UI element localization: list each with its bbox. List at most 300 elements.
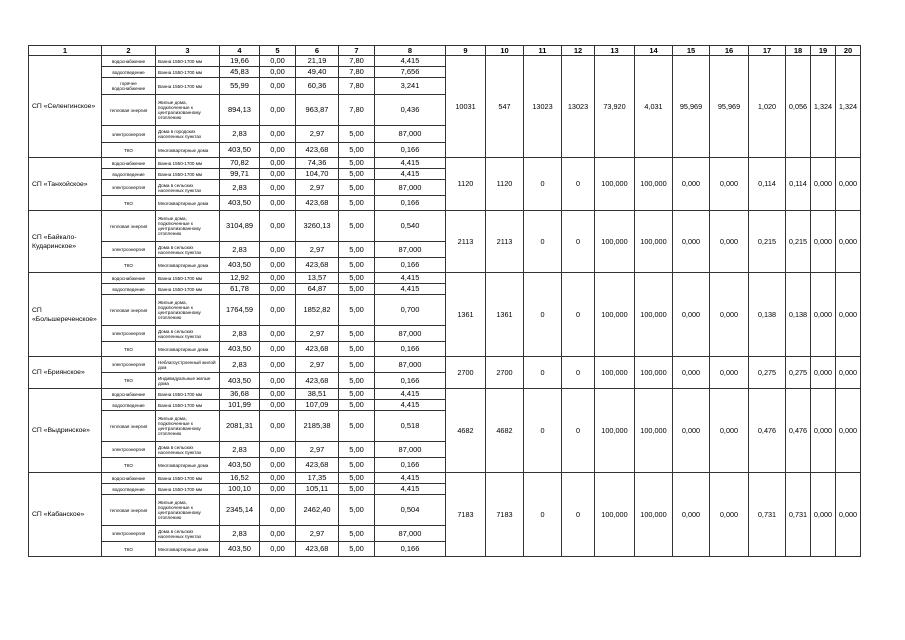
total-value: 0,000 — [710, 473, 749, 557]
norm-value: 4,415 — [375, 473, 446, 484]
increase-percent: 7,80 — [339, 95, 375, 126]
growth-value: 0,00 — [260, 411, 296, 442]
increase-percent: 5,00 — [339, 211, 375, 242]
resource-type: электроэнергия — [102, 326, 156, 342]
cost-value: 70,82 — [220, 158, 260, 169]
tariff-value: 107,09 — [296, 400, 339, 411]
tariff-value: 21,19 — [296, 56, 339, 67]
object-type: Жилые дома, подключенные к централизованному отоплению — [156, 495, 220, 526]
total-value: 10031 — [446, 56, 486, 158]
resource-type: водоснабжение — [102, 158, 156, 169]
object-type: Ванна 1550-1700 мм — [156, 473, 220, 484]
settlement-name: СП «Большереченское» — [29, 273, 102, 357]
resource-type: водоотведение — [102, 67, 156, 78]
cost-value: 2,83 — [220, 357, 260, 373]
total-value: 0,000 — [673, 357, 710, 389]
resource-type: водоснабжение — [102, 273, 156, 284]
growth-value: 0,00 — [260, 258, 296, 273]
growth-value: 0,00 — [260, 67, 296, 78]
cost-value: 19,66 — [220, 56, 260, 67]
tariff-value: 423,68 — [296, 373, 339, 389]
resource-type: ТКО — [102, 196, 156, 211]
table-row — [29, 158, 861, 169]
total-value: 95,969 — [673, 56, 710, 158]
norm-value: 0,166 — [375, 542, 446, 557]
column-number: 13 — [595, 46, 635, 56]
growth-value: 0,00 — [260, 495, 296, 526]
tariff-value: 38,51 — [296, 389, 339, 400]
cost-value: 101,99 — [220, 400, 260, 411]
total-value: 0,056 — [786, 56, 811, 158]
cost-value: 3104,89 — [220, 211, 260, 242]
total-value: 0,731 — [749, 473, 786, 557]
tariff-value: 2,97 — [296, 242, 339, 258]
cost-value: 2,83 — [220, 126, 260, 143]
tariff-value: 105,11 — [296, 484, 339, 495]
total-value: 0 — [562, 473, 595, 557]
growth-value: 0,00 — [260, 373, 296, 389]
tariff-value: 423,68 — [296, 143, 339, 158]
column-number: 4 — [220, 46, 260, 56]
total-value: 0 — [524, 211, 562, 273]
norm-value: 87,000 — [375, 126, 446, 143]
tariff-value: 49,40 — [296, 67, 339, 78]
cost-value: 403,50 — [220, 342, 260, 357]
total-value: 0,114 — [786, 158, 811, 211]
object-type: Ванна 1550-1700 мм — [156, 158, 220, 169]
object-type: Ванна 1550-1700 мм — [156, 56, 220, 67]
object-type: Ванна 1550-1700 мм — [156, 484, 220, 495]
total-value: 0,000 — [811, 473, 836, 557]
total-value: 0 — [562, 389, 595, 473]
total-value: 1,020 — [749, 56, 786, 158]
object-type: Дома в сельских населенных пунктах — [156, 326, 220, 342]
table-row — [29, 56, 861, 67]
total-value: 100,000 — [595, 357, 635, 389]
total-value: 100,000 — [635, 389, 673, 473]
increase-percent: 5,00 — [339, 373, 375, 389]
growth-value: 0,00 — [260, 169, 296, 180]
growth-value: 0,00 — [260, 126, 296, 143]
total-value: 0,000 — [836, 211, 861, 273]
object-type: Неблагоустроенный жилой дом — [156, 357, 220, 373]
total-value: 100,000 — [635, 357, 673, 389]
total-value: 0,000 — [673, 211, 710, 273]
column-number: 7 — [339, 46, 375, 56]
total-value: 0,275 — [749, 357, 786, 389]
cost-value: 2,83 — [220, 180, 260, 196]
resource-type: тепловая энергия — [102, 411, 156, 442]
growth-value: 0,00 — [260, 78, 296, 95]
table-row — [29, 273, 861, 284]
total-value: 0,000 — [710, 158, 749, 211]
total-value: 0 — [524, 357, 562, 389]
increase-percent: 7,80 — [339, 78, 375, 95]
total-value: 1120 — [486, 158, 524, 211]
table-row — [29, 211, 861, 242]
total-value: 73,920 — [595, 56, 635, 158]
tariff-value: 1852,82 — [296, 295, 339, 326]
total-value: 100,000 — [635, 211, 673, 273]
resource-type: ТКО — [102, 542, 156, 557]
object-type: Жилые дома, подключенные к централизованному отоплению — [156, 411, 220, 442]
tariff-value: 2,97 — [296, 526, 339, 542]
total-value: 0,215 — [749, 211, 786, 273]
settlement-name: СП «Кабанское» — [29, 473, 102, 557]
growth-value: 0,00 — [260, 180, 296, 196]
resource-type: электроэнергия — [102, 357, 156, 373]
total-value: 0,000 — [836, 473, 861, 557]
growth-value: 0,00 — [260, 295, 296, 326]
tariff-value: 60,36 — [296, 78, 339, 95]
total-value: 0,000 — [673, 473, 710, 557]
total-value: 0,000 — [811, 389, 836, 473]
resource-type: тепловая энергия — [102, 211, 156, 242]
cost-value: 61,78 — [220, 284, 260, 295]
total-value: 13023 — [524, 56, 562, 158]
norm-value: 0,436 — [375, 95, 446, 126]
increase-percent: 5,00 — [339, 484, 375, 495]
resource-type: ТКО — [102, 258, 156, 273]
norm-value: 4,415 — [375, 400, 446, 411]
total-value: 2113 — [486, 211, 524, 273]
total-value: 0 — [562, 273, 595, 357]
tariff-value: 963,87 — [296, 95, 339, 126]
norm-value: 7,656 — [375, 67, 446, 78]
total-value: 100,000 — [635, 473, 673, 557]
norm-value: 87,000 — [375, 442, 446, 458]
object-type: Многоквартирные дома — [156, 258, 220, 273]
increase-percent: 7,80 — [339, 67, 375, 78]
cost-value: 403,50 — [220, 196, 260, 211]
total-value: 0,215 — [786, 211, 811, 273]
column-number: 14 — [635, 46, 673, 56]
increase-percent: 5,00 — [339, 158, 375, 169]
growth-value: 0,00 — [260, 542, 296, 557]
norm-value: 87,000 — [375, 357, 446, 373]
total-value: 100,000 — [595, 158, 635, 211]
increase-percent: 5,00 — [339, 495, 375, 526]
resource-type: ТКО — [102, 143, 156, 158]
norm-value: 0,166 — [375, 196, 446, 211]
settlement-name: СП «Бриянское» — [29, 357, 102, 389]
tariff-value: 2185,38 — [296, 411, 339, 442]
total-value: 1,324 — [811, 56, 836, 158]
resource-type: ТКО — [102, 342, 156, 357]
object-type: Многоквартирные дома — [156, 458, 220, 473]
norm-value: 0,166 — [375, 458, 446, 473]
increase-percent: 5,00 — [339, 542, 375, 557]
resource-type: водоотведение — [102, 400, 156, 411]
norm-value: 4,415 — [375, 273, 446, 284]
growth-value: 0,00 — [260, 473, 296, 484]
cost-value: 16,52 — [220, 473, 260, 484]
cost-value: 2081,31 — [220, 411, 260, 442]
total-value: 1361 — [446, 273, 486, 357]
total-value: 2113 — [446, 211, 486, 273]
object-type: Ванна 1550-1700 мм — [156, 169, 220, 180]
table-row — [29, 389, 861, 400]
utility-tariff-table — [28, 45, 861, 557]
tariff-value: 2,97 — [296, 357, 339, 373]
norm-value: 0,166 — [375, 143, 446, 158]
column-number: 8 — [375, 46, 446, 56]
growth-value: 0,00 — [260, 400, 296, 411]
cost-value: 403,50 — [220, 542, 260, 557]
total-value: 0,000 — [710, 389, 749, 473]
table-row — [29, 473, 861, 484]
increase-percent: 5,00 — [339, 526, 375, 542]
norm-value: 4,415 — [375, 389, 446, 400]
norm-value: 0,518 — [375, 411, 446, 442]
column-number: 5 — [260, 46, 296, 56]
increase-percent: 5,00 — [339, 411, 375, 442]
increase-percent: 5,00 — [339, 258, 375, 273]
settlement-name: СП «Танхойское» — [29, 158, 102, 211]
resource-type: водоснабжение — [102, 389, 156, 400]
growth-value: 0,00 — [260, 158, 296, 169]
increase-percent: 5,00 — [339, 389, 375, 400]
cost-value: 2,83 — [220, 326, 260, 342]
table-body — [29, 46, 861, 557]
resource-type: электроэнергия — [102, 242, 156, 258]
total-value: 100,000 — [595, 389, 635, 473]
column-number-row — [29, 46, 861, 56]
resource-type: тепловая энергия — [102, 295, 156, 326]
total-value: 0,000 — [811, 357, 836, 389]
total-value: 4682 — [486, 389, 524, 473]
growth-value: 0,00 — [260, 273, 296, 284]
increase-percent: 5,00 — [339, 169, 375, 180]
resource-type: ТКО — [102, 373, 156, 389]
norm-value: 4,415 — [375, 158, 446, 169]
column-number: 2 — [102, 46, 156, 56]
total-value: 0 — [562, 158, 595, 211]
total-value: 547 — [486, 56, 524, 158]
total-value: 0,476 — [749, 389, 786, 473]
increase-percent: 5,00 — [339, 126, 375, 143]
growth-value: 0,00 — [260, 484, 296, 495]
resource-type: горячее водоснабжение — [102, 78, 156, 95]
total-value: 2700 — [486, 357, 524, 389]
object-type: Ванна 1550-1700 мм — [156, 67, 220, 78]
total-value: 0,000 — [710, 273, 749, 357]
column-number: 19 — [811, 46, 836, 56]
increase-percent: 5,00 — [339, 180, 375, 196]
cost-value: 12,92 — [220, 273, 260, 284]
growth-value: 0,00 — [260, 526, 296, 542]
cost-value: 36,68 — [220, 389, 260, 400]
object-type: Многоквартирные дома — [156, 196, 220, 211]
tariff-value: 2462,40 — [296, 495, 339, 526]
total-value: 1,324 — [836, 56, 861, 158]
increase-percent: 5,00 — [339, 143, 375, 158]
norm-value: 0,540 — [375, 211, 446, 242]
total-value: 0 — [562, 211, 595, 273]
total-value: 0,000 — [673, 389, 710, 473]
cost-value: 100,10 — [220, 484, 260, 495]
increase-percent: 5,00 — [339, 342, 375, 357]
cost-value: 2345,14 — [220, 495, 260, 526]
total-value: 2700 — [446, 357, 486, 389]
tariff-value: 2,97 — [296, 180, 339, 196]
object-type: Многоквартирные дома — [156, 342, 220, 357]
increase-percent: 5,00 — [339, 458, 375, 473]
object-type: Ванна 1550-1700 мм — [156, 273, 220, 284]
norm-value: 0,166 — [375, 373, 446, 389]
cost-value: 2,83 — [220, 442, 260, 458]
object-type: Дома в сельских населенных пунктах — [156, 180, 220, 196]
resource-type: водоснабжение — [102, 56, 156, 67]
settlement-name: СП «Селенгинское» — [29, 56, 102, 158]
increase-percent: 5,00 — [339, 273, 375, 284]
total-value: 0,000 — [811, 211, 836, 273]
column-number: 16 — [710, 46, 749, 56]
growth-value: 0,00 — [260, 442, 296, 458]
object-type: Жилые дома, подключенные к централизованному отоплению — [156, 295, 220, 326]
total-value: 0 — [524, 273, 562, 357]
total-value: 7183 — [446, 473, 486, 557]
column-number: 17 — [749, 46, 786, 56]
total-value: 0,000 — [836, 273, 861, 357]
resource-type: ТКО — [102, 458, 156, 473]
increase-percent: 5,00 — [339, 284, 375, 295]
growth-value: 0,00 — [260, 143, 296, 158]
total-value: 100,000 — [595, 273, 635, 357]
tariff-value: 13,57 — [296, 273, 339, 284]
total-value: 1361 — [486, 273, 524, 357]
resource-type: тепловая энергия — [102, 495, 156, 526]
total-value: 0 — [524, 158, 562, 211]
growth-value: 0,00 — [260, 56, 296, 67]
cost-value: 55,99 — [220, 78, 260, 95]
tariff-value: 2,97 — [296, 126, 339, 143]
cost-value: 45,83 — [220, 67, 260, 78]
total-value: 100,000 — [635, 158, 673, 211]
growth-value: 0,00 — [260, 357, 296, 373]
total-value: 0,275 — [786, 357, 811, 389]
cost-value: 99,71 — [220, 169, 260, 180]
norm-value: 87,000 — [375, 242, 446, 258]
tariff-value: 423,68 — [296, 196, 339, 211]
total-value: 13023 — [562, 56, 595, 158]
norm-value: 0,700 — [375, 295, 446, 326]
object-type: Ванна 1550-1700 мм — [156, 389, 220, 400]
resource-type: водоотведение — [102, 484, 156, 495]
column-number: 11 — [524, 46, 562, 56]
growth-value: 0,00 — [260, 389, 296, 400]
total-value: 1120 — [446, 158, 486, 211]
object-type: Дома в сельских населенных пунктах — [156, 442, 220, 458]
increase-percent: 5,00 — [339, 400, 375, 411]
norm-value: 4,415 — [375, 169, 446, 180]
cost-value: 894,13 — [220, 95, 260, 126]
tariff-value: 423,68 — [296, 542, 339, 557]
total-value: 0,000 — [836, 158, 861, 211]
total-value: 0,476 — [786, 389, 811, 473]
cost-value: 2,83 — [220, 242, 260, 258]
object-type: Ванна 1550-1700 мм — [156, 284, 220, 295]
object-type: Дома в городских населенных пунктах — [156, 126, 220, 143]
resource-type: водоотведение — [102, 169, 156, 180]
tariff-value: 64,87 — [296, 284, 339, 295]
total-value: 100,000 — [635, 273, 673, 357]
total-value: 0,000 — [811, 273, 836, 357]
tariff-value: 104,70 — [296, 169, 339, 180]
growth-value: 0,00 — [260, 211, 296, 242]
norm-value: 0,166 — [375, 342, 446, 357]
object-type: Индивидуальные жилые дома — [156, 373, 220, 389]
tariff-value: 2,97 — [296, 326, 339, 342]
column-number: 10 — [486, 46, 524, 56]
total-value: 0 — [562, 357, 595, 389]
total-value: 0,000 — [673, 158, 710, 211]
column-number: 15 — [673, 46, 710, 56]
resource-type: электроэнергия — [102, 526, 156, 542]
settlement-name: СП «Байкало-Кударинское» — [29, 211, 102, 273]
resource-type: водоснабжение — [102, 473, 156, 484]
increase-percent: 5,00 — [339, 295, 375, 326]
tariff-value: 17,35 — [296, 473, 339, 484]
total-value: 100,000 — [595, 211, 635, 273]
tariff-value: 423,68 — [296, 458, 339, 473]
object-type: Дома в сельских населенных пунктах — [156, 526, 220, 542]
increase-percent: 5,00 — [339, 242, 375, 258]
object-type: Жилые дома, подключенные к централизованному отоплению — [156, 95, 220, 126]
tariff-value: 423,68 — [296, 258, 339, 273]
total-value: 95,969 — [710, 56, 749, 158]
total-value: 0,731 — [786, 473, 811, 557]
norm-value: 4,415 — [375, 284, 446, 295]
total-value: 0,000 — [710, 211, 749, 273]
cost-value: 1764,59 — [220, 295, 260, 326]
total-value: 0,114 — [749, 158, 786, 211]
cost-value: 403,50 — [220, 143, 260, 158]
total-value: 0,000 — [673, 273, 710, 357]
total-value: 4682 — [446, 389, 486, 473]
tariff-value: 74,36 — [296, 158, 339, 169]
growth-value: 0,00 — [260, 196, 296, 211]
growth-value: 0,00 — [260, 242, 296, 258]
object-type: Ванна 1550-1700 мм — [156, 400, 220, 411]
column-number: 6 — [296, 46, 339, 56]
total-value: 0,000 — [836, 389, 861, 473]
growth-value: 0,00 — [260, 326, 296, 342]
increase-percent: 5,00 — [339, 357, 375, 373]
resource-type: электроэнергия — [102, 442, 156, 458]
total-value: 100,000 — [595, 473, 635, 557]
growth-value: 0,00 — [260, 284, 296, 295]
resource-type: электроэнергия — [102, 126, 156, 143]
resource-type: электроэнергия — [102, 180, 156, 196]
increase-percent: 5,00 — [339, 442, 375, 458]
column-number: 18 — [786, 46, 811, 56]
object-type: Дома в сельских населенных пунктах — [156, 242, 220, 258]
increase-percent: 5,00 — [339, 473, 375, 484]
cost-value: 403,50 — [220, 458, 260, 473]
increase-percent: 7,80 — [339, 56, 375, 67]
total-value: 0 — [524, 473, 562, 557]
object-type: Многоквартирные дома — [156, 542, 220, 557]
column-number: 12 — [562, 46, 595, 56]
column-number: 9 — [446, 46, 486, 56]
column-number: 20 — [836, 46, 861, 56]
increase-percent: 5,00 — [339, 326, 375, 342]
tariff-value: 3260,13 — [296, 211, 339, 242]
norm-value: 3,241 — [375, 78, 446, 95]
total-value: 0,000 — [811, 158, 836, 211]
total-value: 0,138 — [749, 273, 786, 357]
